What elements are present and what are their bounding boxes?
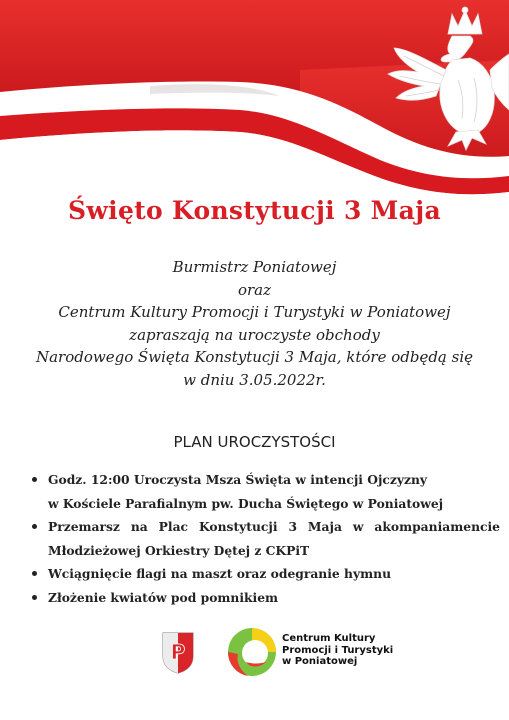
intro-line: Narodowego Święta Konstytucji 3 Maja, które odbędą się (35, 348, 474, 367)
plan-item (30, 515, 500, 562)
ck-name-line: Centrum Kultury (282, 633, 376, 644)
page-title: Święto Konstytucji 3 Maja (68, 196, 441, 225)
plan-item (30, 586, 500, 610)
intro-line: w dniu 3.05.2022r. (183, 370, 326, 389)
plan-item (30, 468, 500, 515)
intro-line: Burmistrz Poniatowej (172, 258, 337, 276)
crest-icon (160, 630, 196, 674)
intro-line: oraz (237, 280, 272, 299)
invitation-text (0, 256, 509, 392)
plan-item-line: Przemarsz na Plac Konstytucji 3 Maja w akompaniamencie (48, 519, 500, 534)
plan-item-line: Godz. 12:00 Uroczysta Msza Święta w intencji Ojczyzny (48, 472, 428, 487)
plan-heading: PLAN UROCZYSTOŚCI (173, 433, 336, 451)
plan-item-line: Złożenie kwiatów pod pomnikiem (48, 589, 279, 605)
plan-item-line: Młodzieżowej Orkiestry Dętej z CKPiT (48, 542, 310, 558)
ck-logo-icon (226, 626, 278, 678)
intro-line: zapraszają na uroczyste obchody (129, 325, 380, 344)
ck-name (282, 633, 393, 668)
plan-item (30, 562, 500, 586)
ck-name-line: Promocji i Turystyki (282, 644, 394, 656)
plan-item-line: Wciągnięcie flagi na maszt oraz odegranie hymnu (48, 566, 392, 581)
ck-name-line: w Poniatowej (282, 656, 358, 667)
intro-line: Centrum Kultury Promocji i Turystyki w Poniatowej (58, 303, 451, 322)
crest-letter: P (170, 640, 186, 664)
plan-list (30, 468, 500, 609)
plan-item-line: w Kościele Parafialnym pw. Ducha Świętego w Poniatowej (48, 495, 444, 511)
header-banner (0, 0, 509, 200)
